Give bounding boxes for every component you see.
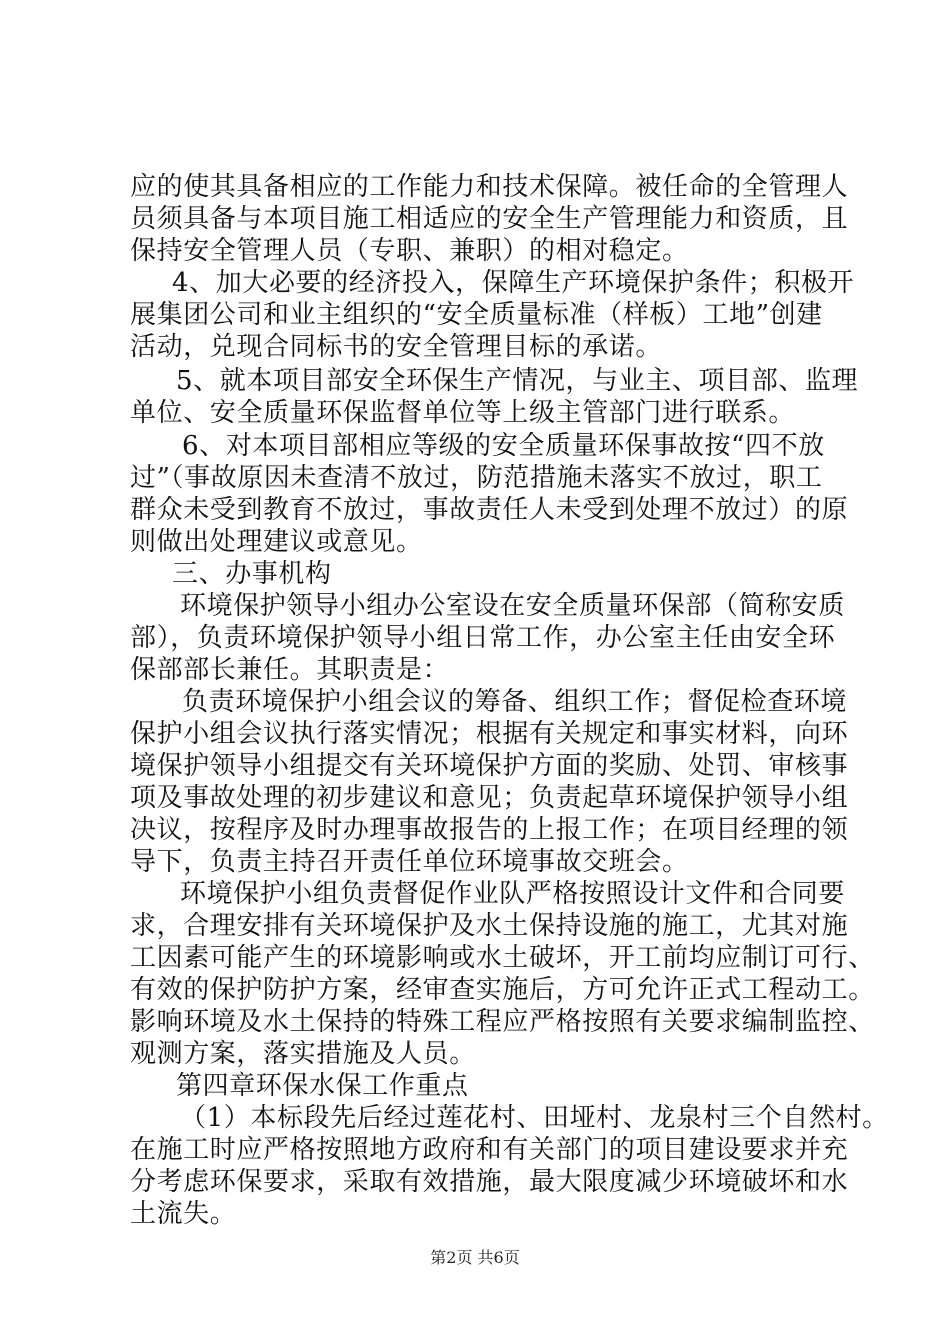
text-line: 求，合理安排有关环境保护及水土保持设施的施工，尤其对施: [130, 911, 849, 941]
page-footer: 第2页 共6页: [430, 1248, 520, 1267]
text-line: 5、就本项目部安全环保生产情况，与业主、项目部、监理: [176, 366, 859, 396]
text-line: 保护小组会议执行落实情况；根据有关规定和事实材料，向环: [130, 719, 849, 749]
text-line: 活动，兑现合同标书的安全管理目标的承诺。: [130, 332, 663, 362]
text-line: 有效的保护防护方案，经审查实施后，方可允许正式工程动工。: [130, 975, 875, 1005]
text-line: 环境保护领导小组办公室设在安全质量环保部（简称安质: [180, 591, 846, 621]
text-line: 决议，按程序及时办理事故报告的上报工作；在项目经理的领: [130, 815, 849, 845]
text-line: 环境保护小组负责督促作业队严格按照设计文件和合同要: [180, 879, 846, 909]
text-line: 土流失。: [130, 1199, 237, 1229]
text-line: 境保护领导小组提交有关环境保护方面的奖励、处罚、审核事: [130, 751, 849, 781]
text-line: 部），负责环境保护领导小组日常工作，办公室主任由安全环: [130, 623, 836, 653]
text-line: 单位、安全质量环保监督单位等上级主管部门进行联系。: [130, 398, 796, 428]
text-line: 工因素可能产生的环境影响或水土破坏，开工前均应制订可行、: [130, 943, 875, 973]
text-line: 过”（事故原因未查清不放过，防范措施未落实不放过，职工: [130, 463, 823, 493]
text-line: 保部部长兼任。其职责是：: [130, 655, 450, 685]
text-line: 影响环境及水土保持的特殊工程应严格按照有关要求编制监控、: [130, 1007, 875, 1037]
text-line: 应的使其具备相应的工作能力和技术保障。被任命的全管理人: [130, 172, 849, 202]
section-heading: 三、办事机构: [172, 559, 332, 589]
text-line: 群众未受到教育不放过，事故责任人未受到处理不放过）的原: [130, 495, 849, 525]
text-line: 保持安全管理人员（专职、兼职）的相对稳定。: [130, 236, 689, 266]
text-line: 6、对本项目部相应等级的安全质量环保事故按“四不放: [182, 431, 825, 461]
text-line: （1）本标段先后经过莲花村、田垭村、龙泉村三个自然村。: [180, 1103, 889, 1133]
text-line: 则做出处理建议或意见。: [130, 527, 423, 557]
text-line: 4、加大必要的经济投入，保障生产环境保护条件；积极开: [172, 268, 855, 298]
text-line: 负责环境保护小组会议的筹备、组织工作；督促检查环境: [182, 687, 848, 717]
chapter-heading: 第四章环保水保工作重点: [176, 1071, 469, 1101]
text-line: 项及事故处理的初步建议和意见；负责起草环境保护领导小组: [130, 783, 849, 813]
text-line: 在施工时应严格按照地方政府和有关部门的项目建设要求并充: [130, 1135, 849, 1165]
text-line: 员须具备与本项目施工相适应的安全生产管理能力和资质，且: [130, 204, 849, 234]
text-line: 导下，负责主持召开责任单位环境事故交班会。: [130, 847, 689, 877]
text-line: 展集团公司和业主组织的“安全质量标准（样板）工地”创建: [130, 300, 823, 330]
text-line: 分考虑环保要求，采取有效措施，最大限度减少环境破坏和水: [130, 1167, 849, 1197]
text-line: 观测方案，落实措施及人员。: [130, 1039, 476, 1069]
